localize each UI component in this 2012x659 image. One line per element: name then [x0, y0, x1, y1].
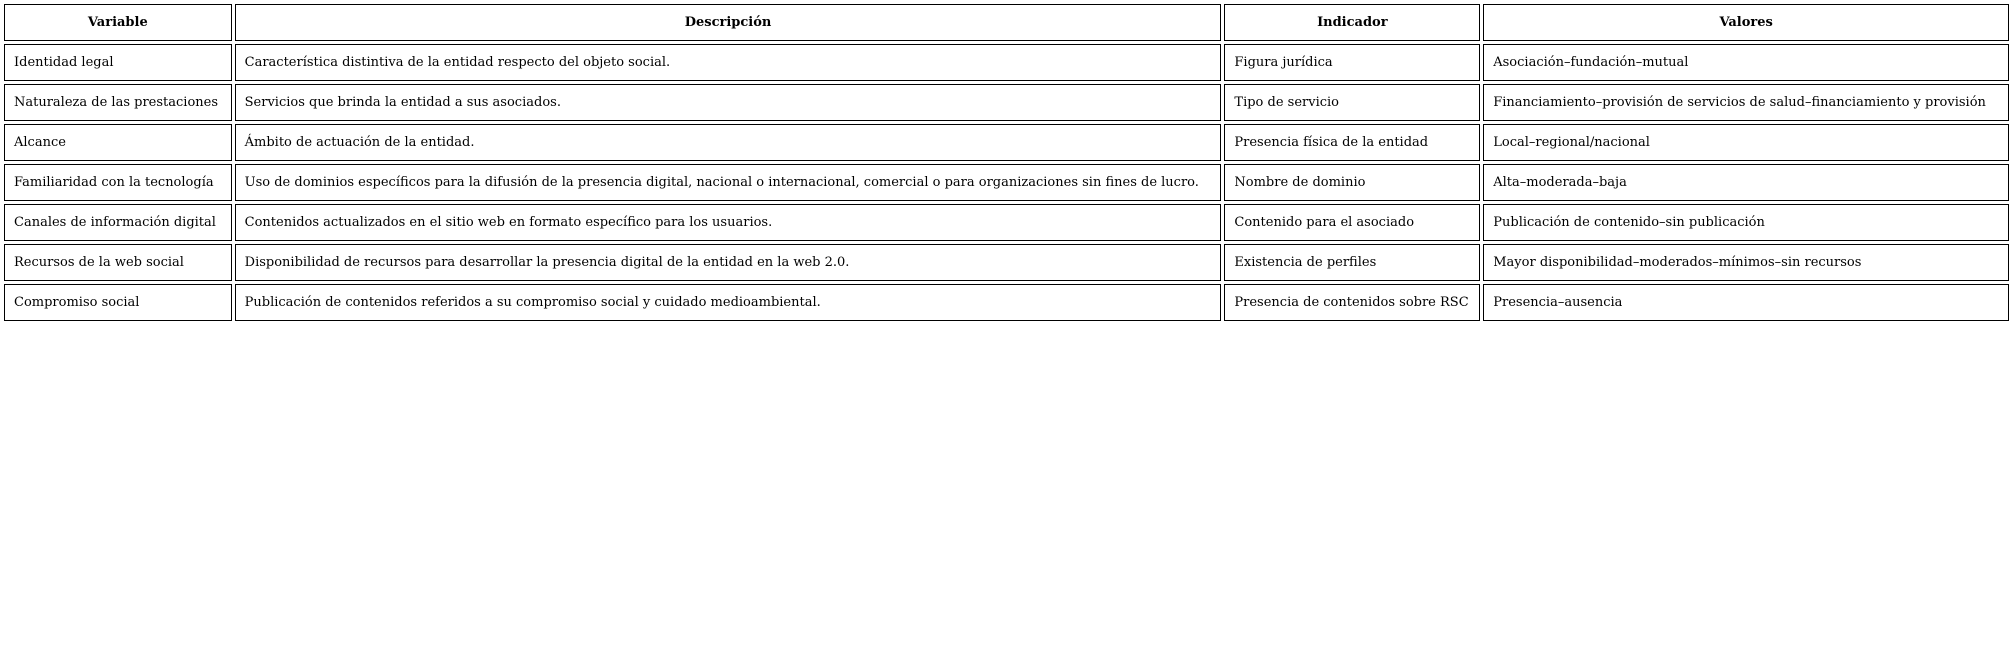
- cell-descripcion: Uso de dominios específicos para la difusión de la presencia digital, nacional o internacional, comercial o para organizaciones sin fines de lucro.: [235, 164, 1222, 201]
- cell-valores: Financiamiento–provisión de servicios de salud–financiamiento y provisión: [1483, 84, 2009, 121]
- table-row: [4, 124, 2009, 161]
- cell-valores: Local–regional/nacional: [1483, 124, 2009, 161]
- cell-indicador: Presencia de contenidos sobre RSC: [1224, 284, 1480, 321]
- cell-valores: Publicación de contenido–sin publicación: [1483, 204, 2009, 241]
- cell-variable: Canales de información digital: [4, 204, 232, 241]
- cell-indicador: Presencia física de la entidad: [1224, 124, 1480, 161]
- cell-descripcion: Característica distintiva de la entidad respecto del objeto social.: [235, 44, 1222, 81]
- cell-descripcion: Contenidos actualizados en el sitio web en formato específico para los usuarios.: [235, 204, 1222, 241]
- table-row: [4, 84, 2009, 121]
- header-valores: Valores: [1483, 4, 2009, 41]
- table-header-row: [4, 4, 2009, 41]
- header-variable: Variable: [4, 4, 232, 41]
- cell-valores: Asociación–fundación–mutual: [1483, 44, 2009, 81]
- header-descripcion: Descripción: [235, 4, 1222, 41]
- cell-valores: Alta–moderada–baja: [1483, 164, 2009, 201]
- cell-indicador: Tipo de servicio: [1224, 84, 1480, 121]
- cell-indicador: Figura jurídica: [1224, 44, 1480, 81]
- cell-variable: Naturaleza de las prestaciones: [4, 84, 232, 121]
- header-indicador: Indicador: [1224, 4, 1480, 41]
- table-row: [4, 284, 2009, 321]
- cell-descripcion: Ámbito de actuación de la entidad.: [235, 124, 1222, 161]
- cell-indicador: Contenido para el asociado: [1224, 204, 1480, 241]
- table-row: [4, 164, 2009, 201]
- cell-valores: Mayor disponibilidad–moderados–mínimos–sin recursos: [1483, 244, 2009, 281]
- cell-indicador: Existencia de perfiles: [1224, 244, 1480, 281]
- table-row: [4, 204, 2009, 241]
- cell-descripcion: Servicios que brinda la entidad a sus asociados.: [235, 84, 1222, 121]
- cell-valores: Presencia–ausencia: [1483, 284, 2009, 321]
- cell-indicador: Nombre de dominio: [1224, 164, 1480, 201]
- table-row: [4, 244, 2009, 281]
- cell-descripcion: Publicación de contenidos referidos a su compromiso social y cuidado medioambiental.: [235, 284, 1222, 321]
- cell-variable: Alcance: [4, 124, 232, 161]
- variables-table-container: [4, 4, 2012, 324]
- cell-descripcion: Disponibilidad de recursos para desarrollar la presencia digital de la entidad en la web 2.0.: [235, 244, 1222, 281]
- cell-variable: Identidad legal: [4, 44, 232, 81]
- cell-variable: Compromiso social: [4, 284, 232, 321]
- cell-variable: Recursos de la web social: [4, 244, 232, 281]
- cell-variable: Familiaridad con la tecnología: [4, 164, 232, 201]
- table-row: [4, 44, 2009, 81]
- variables-table: [1, 1, 2012, 324]
